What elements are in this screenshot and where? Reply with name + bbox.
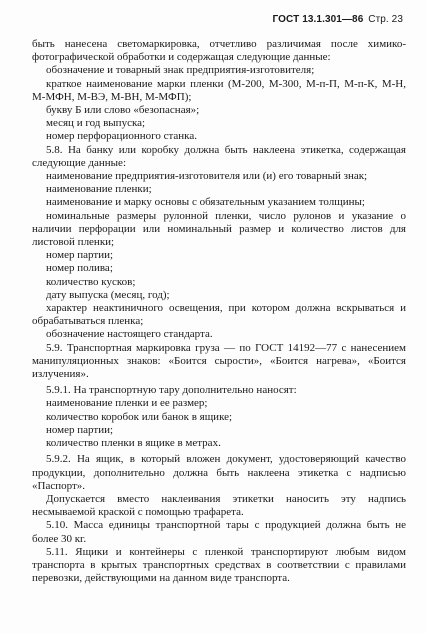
- paragraph: номер партии;: [46, 249, 114, 262]
- paragraph: номер партии;: [46, 423, 114, 436]
- paragraph: 5.9. Транспортная маркировка груза — по ГОСТ 14192—77 с нанесением манипуляционных знаков: «Боится сырости», «Боится нагрева», «Боится излучения».: [32, 341, 406, 381]
- paragraph: месяц и год выпуска;: [46, 117, 146, 130]
- paragraph: наименование предприятия-изготовителя или (и) его товарный знак;: [46, 170, 368, 183]
- paragraph: обозначение и товарный знак предприятия-изготовителя;: [46, 64, 315, 77]
- paragraph: номинальные размеры рулонной пленки, число рулонов и указание о наличии перфорации или номинальный размер и количество листов для листовой пленки;: [32, 209, 406, 249]
- paragraph: 5.11. Ящики и контейнеры с пленкой транспортируют любым видом транспорта в крытых транспортных средствах в соответствии с правилами перевозки, действующими на данном виде транспорта.: [32, 545, 406, 585]
- paragraph: букву Б или слово «безопасная»;: [46, 104, 200, 117]
- paragraph: наименование пленки и ее размер;: [46, 397, 208, 410]
- standard-number: ГОСТ 13.1.301—86: [272, 14, 364, 25]
- paragraph: быть нанесена светомаркировка, отчетливо различимая после химико-фотографической обработки и содержащая следующие данные:: [32, 38, 406, 64]
- paragraph: количество пленки в ящике в метрах.: [46, 437, 221, 450]
- body-text: [32, 38, 406, 585]
- paragraph: количество кусков;: [46, 275, 136, 288]
- paragraph: Допускается вместо наклеивания этикетки наносить эту надпись несмываемой краской с помощью трафарета.: [32, 492, 406, 519]
- paragraph: краткое наименование марки пленки (М-200, М-300, М-п-П, М-п-К, М-Н, М-МФН, М-ВЭ, М-ВН, М-МФП);: [32, 77, 406, 103]
- paragraph: 5.10. Масса единицы транспортной тары с продукцией должна быть не более 30 кг.: [32, 519, 406, 545]
- paragraph: характер неактиничного освещения, при котором должна вскрываться и обрабатываться пленка;: [32, 302, 406, 328]
- paragraph: 5.9.1. На транспортную тару дополнительно наносят:: [46, 384, 297, 397]
- paragraph: номер полива;: [46, 262, 113, 275]
- paragraph: 5.9.2. На ящик, в который вложен документ, удостоверяющий качество продукции, дополнительно должна быть наклеена этикетка с надписью «Паспорт».: [32, 453, 406, 492]
- paragraph: наименование пленки;: [46, 183, 152, 196]
- paragraph: наименование и марку основы с обязательным указанием толщины;: [46, 196, 365, 209]
- paragraph: количество коробок или банок в ящике;: [46, 410, 233, 423]
- page-number: Стр. 23: [368, 14, 403, 25]
- paragraph: обозначение настоящего стандарта.: [46, 328, 213, 341]
- paragraph: 5.8. На банку или коробку должна быть наклеена этикетка, содержащая следующие данные:: [32, 143, 406, 169]
- paragraph: номер перфорационного станка.: [46, 130, 197, 143]
- page-header: [273, 14, 403, 25]
- paragraph: дату выпуска (месяц, год);: [46, 288, 170, 301]
